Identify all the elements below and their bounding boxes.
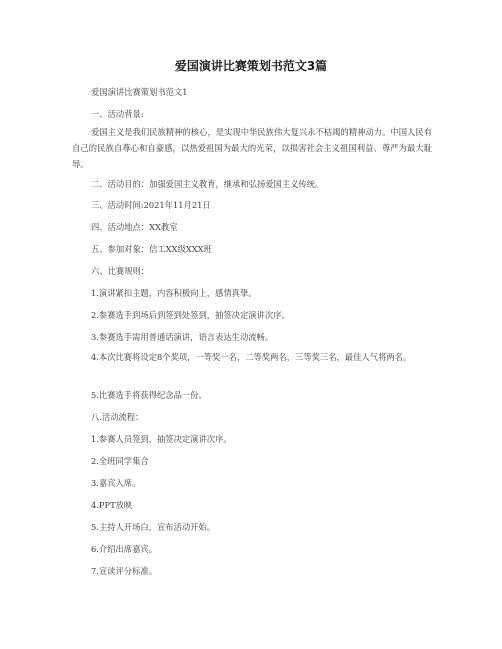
rule-item: 3.参赛选手需用普通话演讲，语言表达生动流畅。 bbox=[91, 332, 274, 342]
section-purpose: 二、活动目的：加强爱国主义教育，继承和弘扬爱国主义传统。 bbox=[91, 179, 324, 189]
section-background-heading: 一、活动背景: bbox=[91, 109, 144, 119]
flow-item: 5.主持人开场白，宣布活动开始。 bbox=[91, 522, 216, 532]
section-background-body: 爱国主义是我们民族精神的核心，是实现中华民族伟大复兴永不枯竭的精神动力。中国人民有自己的民族自尊心和自豪感，以热爱祖国为最大的光荣，以损害社会主义祖国利益、尊严为最大耻辱。 bbox=[72, 127, 432, 169]
section-flow-heading: 八.活动流程： bbox=[91, 412, 144, 422]
rule-item: 1.演讲紧扣主题，内容积极向上，感情真挚。 bbox=[91, 288, 257, 298]
flow-item: 1.参赛人员签到，抽签决定演讲次序。 bbox=[91, 434, 232, 444]
flow-item: 4.PPT放映 bbox=[91, 500, 133, 510]
rule-item: 2.参赛选手到场后到签到处签到，抽签决定演讲次序。 bbox=[91, 310, 290, 320]
flow-item: 6.介绍出席嘉宾。 bbox=[91, 544, 157, 554]
section-place: 四、活动地点：XX教室 bbox=[91, 222, 178, 232]
section-participants: 五、参加对象：信工XX级XXX班 bbox=[91, 244, 212, 254]
document-title: 爱国演讲比赛策划书范文3篇 bbox=[174, 59, 328, 73]
section-time: 三、活动时间:2021年11月21日 bbox=[91, 200, 211, 210]
flow-item: 2.全班同学集合 bbox=[91, 456, 149, 466]
rule-item: 4.本次比赛将设定8个奖项，一等奖一名，二等奖两名，三等奖三名，最佳人气将两名。 bbox=[91, 352, 412, 362]
document-subtitle: 爱国演讲比赛策划书范文1 bbox=[91, 87, 188, 97]
flow-item: 3.嘉宾入席。 bbox=[91, 478, 141, 488]
rule-item: 5.比赛选手将获得纪念品一份。 bbox=[91, 390, 207, 400]
flow-item: 7.宣读评分标准。 bbox=[91, 566, 157, 576]
section-rules-heading: 六、比赛规则： bbox=[91, 266, 150, 276]
